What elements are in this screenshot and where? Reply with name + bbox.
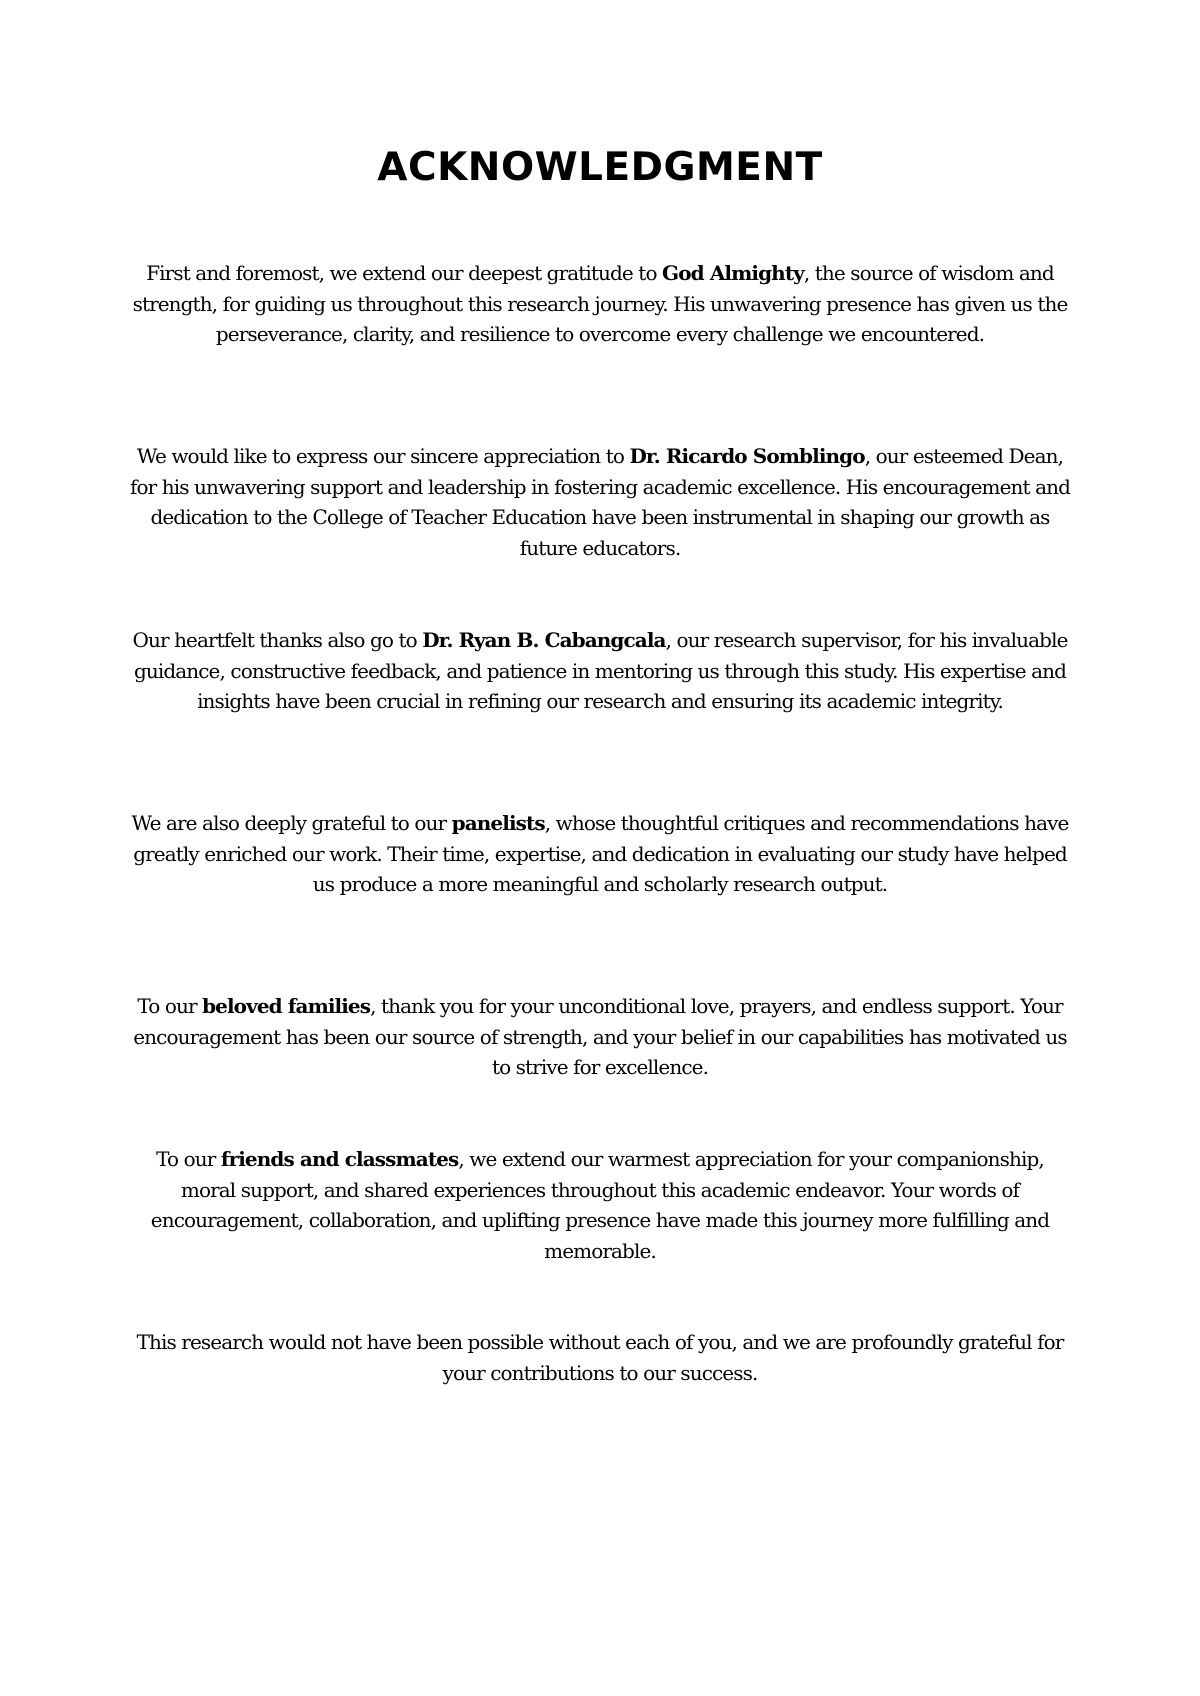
paragraph-dean xyxy=(130,441,1070,563)
paragraph-friends xyxy=(130,1144,1070,1266)
paragraph-text: Our heartfelt thanks also go to xyxy=(132,628,423,652)
paragraph-bold-name: friends and classmates xyxy=(220,1147,459,1171)
paragraph-text: , the source of wisdom and strength, for guiding us throughout this research journey. His unwavering presence has given us the perseverance, clarity, and resilience to overcome every challenge we encountered. xyxy=(132,261,1068,346)
paragraph-text: First and foremost, we extend our deepest gratitude to xyxy=(146,261,663,285)
paragraph-bold-name: God Almighty xyxy=(662,261,804,285)
paragraph-text: This research would not have been possible without each of you, and we are profoundly grateful for your contributions to our success. xyxy=(136,1330,1064,1385)
paragraph-text: We would like to express our sincere appreciation to xyxy=(136,444,630,468)
paragraph-god-almighty xyxy=(130,258,1070,350)
paragraph-text: , thank you for your unconditional love, prayers, and endless support. Your encouragement has been our source of strength, and your belief in our capabilities has motivated us to strive for excellence. xyxy=(133,994,1067,1079)
paragraph-text: To our xyxy=(137,994,203,1018)
paragraph-bold-name: Dr. Ryan B. Cabangcala xyxy=(422,628,666,652)
paragraph-panelists xyxy=(130,808,1070,900)
paragraph-text: To our xyxy=(156,1147,221,1171)
paragraph-closing xyxy=(130,1327,1070,1388)
page-title: ACKNOWLEDGMENT xyxy=(377,145,823,190)
paragraph-text: We are also deeply grateful to our xyxy=(131,811,452,835)
paragraph-bold-name: beloved families xyxy=(202,994,371,1018)
paragraph-text: , our esteemed Dean, for his unwavering support and leadership in fostering academic excellence. His encouragement and dedication to the College of Teacher Education have been instrumental in shaping our growth as future educators. xyxy=(130,444,1071,560)
paragraph-text: , we extend our warmest appreciation for your companionship, moral support, and shared experiences throughout this academic endeavor. Your words of encouragement, collaboration, and uplifting presence have made this journey more fulfilling and memorable. xyxy=(150,1147,1050,1263)
paragraph-families xyxy=(130,991,1070,1083)
paragraph-text: , our research supervisor, for his invaluable guidance, constructive feedback, and patience in mentoring us through this study. His expertise and insights have been crucial in refining our research and ensuring its academic integrity. xyxy=(133,628,1068,713)
paragraph-text: , whose thoughtful critiques and recommendations have greatly enriched our work. Their time, expertise, and dedication in evaluating our study have helped us produce a more meaningful and scholarly research output. xyxy=(133,811,1069,896)
paragraph-supervisor xyxy=(130,625,1070,717)
paragraph-bold-name: panelists xyxy=(451,811,545,835)
paragraph-bold-name: Dr. Ricardo Somblingo xyxy=(629,444,865,468)
